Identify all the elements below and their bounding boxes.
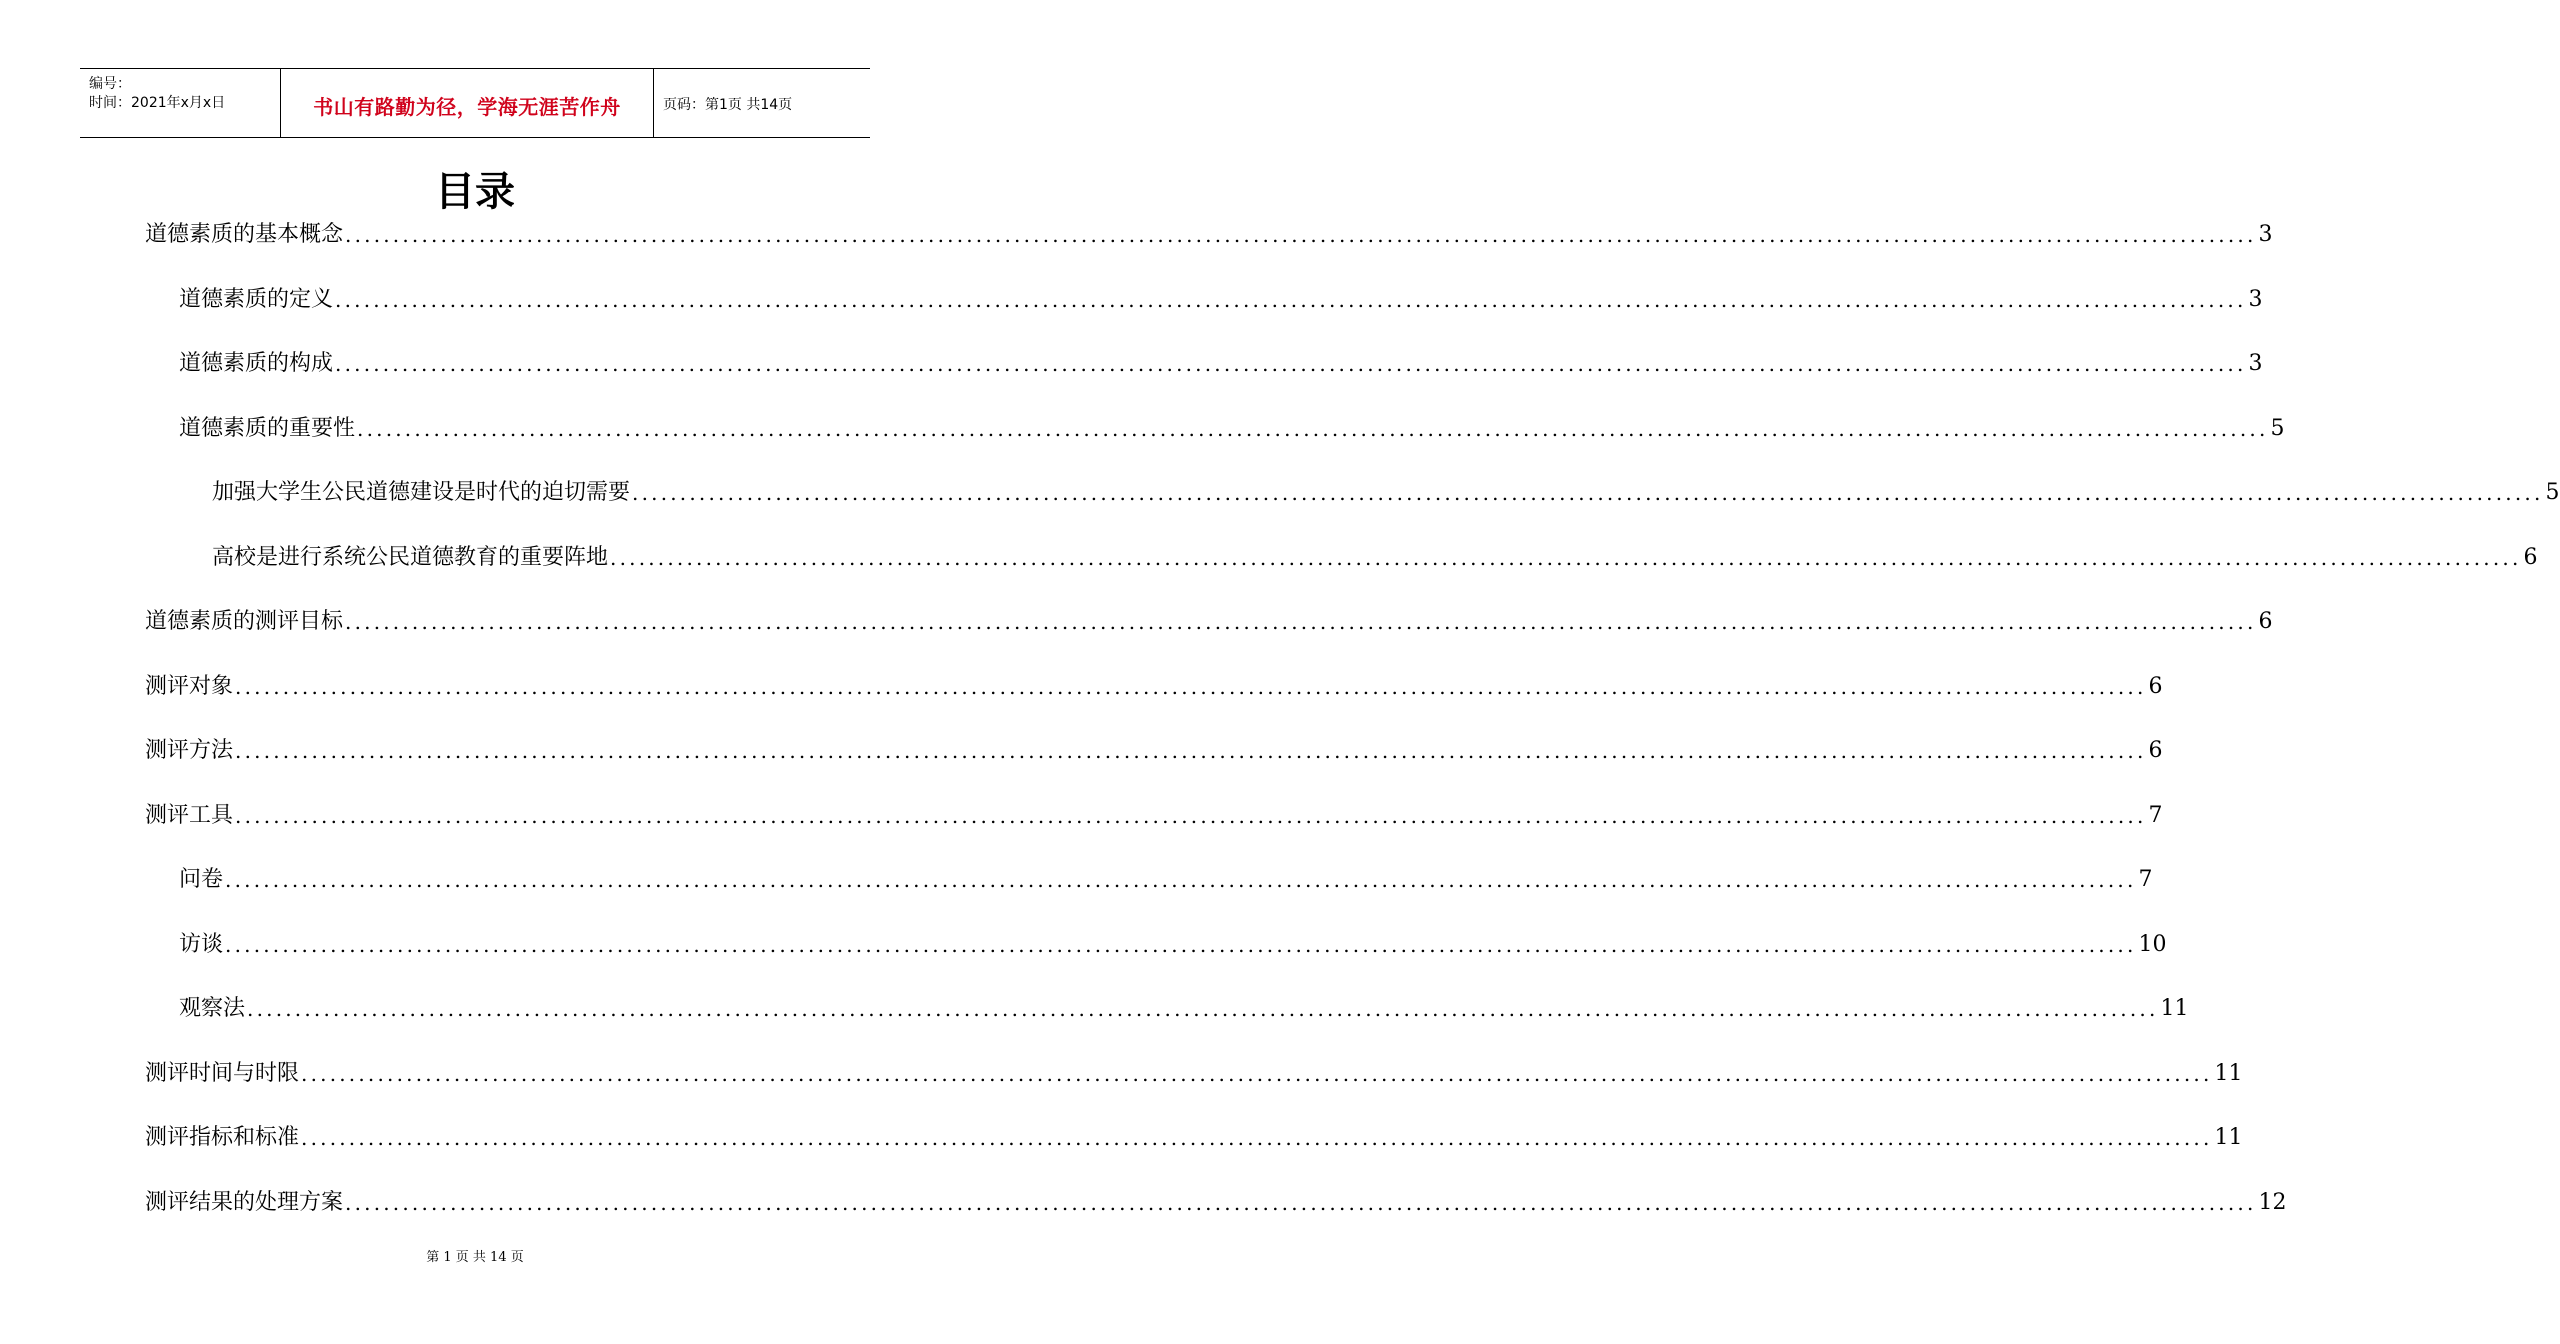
toc-entry[interactable]: [179, 347, 2263, 381]
page-title: 目录: [435, 169, 515, 215]
toc-dot-leader: ........................................................................................................................................................................................................: [225, 932, 2137, 957]
header-page-info: 页码：第1页 共14页: [663, 97, 793, 113]
toc-entry-page: 6: [2258, 609, 2273, 634]
toc-entry-title: 道德素质的基本概念: [145, 222, 344, 247]
toc-entry-title: 观察法: [179, 996, 246, 1021]
toc-entry-title: 道德素质的定义: [179, 286, 334, 312]
toc-entry-page: 3: [2258, 222, 2273, 247]
toc-dot-leader: ........................................................................................................................................................................................................: [345, 1190, 2257, 1215]
toc-entry[interactable]: [145, 670, 2163, 704]
toc-entry-title: 测评方法: [145, 738, 234, 763]
toc-entry-page: 6: [2523, 544, 2538, 570]
toc-dot-leader: ........................................................................................................................................................................................................: [357, 416, 2269, 441]
toc-entry-title: 道德素质的重要性: [179, 415, 356, 441]
toc-dot-leader: ........................................................................................................................................................................................................: [301, 1061, 2213, 1086]
toc-entry-title: 道德素质的测评目标: [145, 609, 344, 634]
toc-entry-page: 11: [2214, 1125, 2243, 1150]
toc-entry[interactable]: [145, 1121, 2243, 1155]
toc-entry-title: 道德素质的构成: [179, 351, 334, 376]
toc-entry-title: 高校是进行系统公民道德教育的重要阵地: [212, 544, 609, 570]
toc-dot-leader: ........................................................................................................................................................................................................: [235, 674, 2147, 699]
toc-entry-page: 6: [2148, 673, 2163, 699]
toc-entry-page: 11: [2214, 1060, 2243, 1086]
toc-entry-page: 10: [2138, 931, 2167, 957]
toc-entry-page: 11: [2160, 996, 2189, 1021]
toc-dot-leader: ........................................................................................................................................................................................................: [632, 481, 2544, 505]
toc-dot-leader: ........................................................................................................................................................................................................: [345, 223, 2257, 247]
toc-entry-page: 5: [2270, 415, 2285, 441]
toc-dot-leader: ........................................................................................................................................................................................................: [610, 545, 2522, 570]
toc-dot-leader: ........................................................................................................................................................................................................: [235, 739, 2147, 763]
toc-entry-title: 测评工具: [145, 802, 234, 828]
document-time-label: 时间：2021年x月x日: [89, 95, 226, 111]
toc-entry[interactable]: [145, 799, 2163, 833]
header-page-cell: [653, 69, 870, 137]
toc-entry[interactable]: [145, 734, 2163, 768]
document-number-label: 编号：: [89, 76, 131, 92]
toc-dot-leader: ........................................................................................................................................................................................................: [335, 352, 2247, 376]
toc-entry[interactable]: [145, 1057, 2243, 1091]
toc-entry-page: 3: [2248, 286, 2263, 312]
toc-entry[interactable]: [212, 476, 2560, 510]
toc-entry[interactable]: [179, 992, 2189, 1026]
toc-dot-leader: ........................................................................................................................................................................................................: [335, 287, 2247, 312]
header-motto: 书山有路勤为径，学海无涯苦作舟: [313, 95, 621, 119]
toc-entry-title: 测评对象: [145, 673, 234, 699]
toc-entry[interactable]: [179, 412, 2285, 446]
toc-entry-title: 测评时间与时限: [145, 1060, 300, 1086]
toc-entry-title: 问卷: [179, 867, 224, 892]
header-info-cell: [80, 69, 280, 137]
toc-dot-leader: ........................................................................................................................................................................................................: [345, 610, 2257, 634]
toc-entry[interactable]: [145, 1186, 2287, 1220]
toc-entry-title: 加强大学生公民道德建设是时代的迫切需要: [212, 480, 631, 505]
toc-entry-page: 3: [2248, 351, 2263, 376]
header-motto-cell: [280, 69, 654, 137]
toc-dot-leader: ........................................................................................................................................................................................................: [301, 1126, 2213, 1150]
toc-entry-title: 测评结果的处理方案: [145, 1189, 344, 1215]
toc-entry[interactable]: [179, 863, 2153, 897]
toc-entry-title: 测评指标和标准: [145, 1125, 300, 1150]
toc-entry[interactable]: [145, 605, 2273, 639]
toc-entry[interactable]: [212, 541, 2538, 575]
toc-dot-leader: ........................................................................................................................................................................................................: [235, 803, 2147, 828]
toc-entry-title: 访谈: [179, 931, 224, 957]
toc-entry-page: 12: [2258, 1189, 2287, 1215]
toc-entry[interactable]: [179, 928, 2167, 962]
page-footer: 第 1 页 共 14 页: [426, 1250, 524, 1265]
header-table: [80, 68, 870, 138]
toc-entry[interactable]: [145, 218, 2273, 252]
toc-dot-leader: ........................................................................................................................................................................................................: [225, 868, 2137, 892]
toc-entry-page: 7: [2138, 867, 2153, 892]
toc-entry[interactable]: [179, 283, 2263, 317]
toc-entry-page: 5: [2545, 480, 2560, 505]
toc-entry-page: 6: [2148, 738, 2163, 763]
toc-entry-page: 7: [2148, 802, 2163, 828]
toc-dot-leader: ........................................................................................................................................................................................................: [247, 997, 2159, 1021]
